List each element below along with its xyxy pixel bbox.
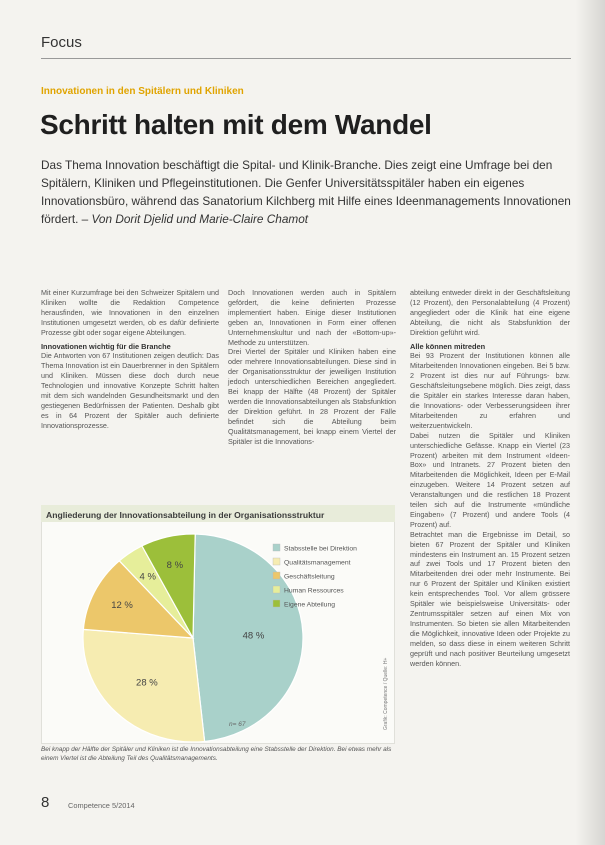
article-title: Schritt halten mit dem Wandel: [40, 109, 432, 140]
paragraph: Drei Viertel der Spitäler und Kliniken haben eine oder mehrere Innovationsabteilungen. Diese sind in der Organisationsstruktur der jeweiligen Institution jedoch unterschiedlichen Bereichen angegliedert. Bei knapp der Hälfte (48 Prozent) der Spitäler werden die Innovationsabteilungen als Stabsfunktion der Direktion geführt. In 28 Prozent der Fälle befindet sich die Abteilung beim Qualitätsmanagement, bei knapp einem Viertel der Spitäler ist die Innovations-: [228, 347, 396, 446]
header-rule: [41, 58, 571, 59]
pie-slice-label: 28 %: [136, 677, 158, 689]
legend-swatch: [273, 558, 280, 565]
pie-slice-label: 12 %: [111, 599, 133, 611]
paragraph: Dabei nutzen die Spitäler und Kliniken unterschiedliche Gefässe. Knapp ein Viertel (23 Prozent) arbeiten mit dem Instrument «Ideen-Box» und Intranets. 27 Prozent bieten den Mitarbeitenden die Möglichkeit, Ideen per E-Mail einzugeben. Weitere 14 Prozent setzen auf Veranstaltungen und die restlichen 18 Prozent teilen sich auf die Instrumente «mündliche Eingaben» (7 Prozent) und andere Tools (4 Prozent) auf.: [410, 430, 570, 529]
paragraph: Mit einer Kurzumfrage bei den Schweizer Spitälern und Kliniken wollte die Redaktion Competence herausfinden, wie Innovationen in den einzelnen Institutionen umgesetzt werden, ob es dafür definierte Prozesse gibt oder sogar eigene Abteilungen.: [41, 288, 219, 337]
text-column-3: [410, 288, 570, 668]
pie-slice-label: 4 %: [139, 571, 156, 583]
paragraph: Betrachtet man die Ergebnisse im Detail, so bieten 67 Prozent der Spitäler und Kliniken mindestens ein Instrument an. 15 Prozent setzen auf zwei Tools und 17 Prozent bieten den Mitarbeitenden drei oder mehr Instrumente. Bei nur 6 Prozent der Spitäler und Kliniken existiert kein entsprechendes Tool. Vor allem grössere Spitäler wie beispielsweise Universitäts- oder Zentrumsspitäler setzen auf einen Mix von Instrumenten. So bieten sie allen Mitarbeitenden die Möglichkeit, innovative Ideen oder Projekte zu melden, so dass diese in einem weiteren Schritt geprüft und nach positiver Beurteilung umgesetzt werden können.: [410, 529, 570, 668]
legend-swatch: [273, 600, 280, 607]
lead-text: Das Thema Innovation beschäftigt die Spital- und Klinik-Branche. Dies zeigt eine Umfrage bei den Spitälern, Kliniken und Pflegeinstitutionen. Die Genfer Universitätsspitäler haben ein eigenes Innovationsbüro, während das Sanatorium Kilchberg mit Hilfe eines Ideenmanagements Innovationen fördert. –: [41, 158, 571, 226]
legend-label: Qualitätsmanagement: [284, 559, 351, 567]
legend-swatch: [273, 572, 280, 579]
paragraph: abteilung entweder direkt in der Geschäftsleitung (12 Prozent), den Personalabteilung (4 Prozent) angegliedert oder die Klinik hat eine eigene Abteilung, die nicht als Stabsfunktion der Direktion geführt wird.: [410, 288, 570, 337]
subheading: Alle können mitreden: [410, 341, 486, 351]
article-author: Von Dorit Djelid und Marie-Claire Chamot: [91, 212, 309, 226]
legend-label: Human Ressources: [284, 587, 344, 595]
page-fold-shadow: [575, 0, 605, 845]
pie-chart: [41, 520, 393, 742]
legend-label: Eigene Abteilung: [284, 601, 336, 609]
article-lead: [41, 156, 581, 228]
legend-swatch: [273, 544, 280, 551]
legend-label: Geschäftsleitung: [284, 573, 335, 581]
legend-label: Stabsstelle bei Direktion: [284, 545, 357, 553]
page-number: 8: [41, 794, 50, 811]
pie-slice-label: 8 %: [166, 560, 184, 572]
sample-size-label: n= 67: [229, 721, 246, 728]
text-column-2: [228, 288, 396, 447]
text-column-1: [41, 288, 219, 431]
paragraph: Doch Innovationen werden auch in Spitälern gefördert, die keine definierten Prozesse implementiert haben. Einige dieser Institutionen geben an, Innovationen in Form einer offenen Unternehmenskultur und nach der «Bottom-up»-Methode zu unterstützen.: [228, 288, 396, 347]
paragraph: Die Antworten von 67 Institutionen zeigen deutlich: Das Thema Innovation ist ein Dauerbrenner in den Spitälern und Kliniken. Müssen diese doch durch neue Technologien und innovative Konzepte Schritt halten mit dem sich wandelnden Gesundheitsmarkt und den gestiegenen Bedürfnissen der Patienten. Deshalb gibt es in 64 Prozent der Spitäler auch definierte Innovationsprozesse.: [41, 351, 219, 430]
article-kicker: Innovationen in den Spitälern und Kliniken: [41, 86, 244, 97]
chart-title: Angliederung der Innovationsabteilung in der Organisationsstruktur: [46, 510, 325, 520]
publication-name: Competence 5/2014: [68, 801, 135, 810]
legend-swatch: [273, 586, 280, 593]
pie-slice-label: 48 %: [242, 630, 265, 642]
section-label: Focus: [41, 34, 82, 51]
chart-caption: Bei knapp der Hälfte der Spitäler und Kliniken ist die Innovationsabteilung eine Stabsstelle der Direktion. Bei etwas mehr als einem Viertel ist die Abteilung Teil des Qualitätsmanagements.: [41, 746, 392, 762]
paragraph: Bei 93 Prozent der Institutionen können alle Mitarbeitenden Innovationen eingeben. Bei 5 bzw. 2 Prozent ist dies nur auf Führungs- bzw. Geschäftsleitungsebene möglich. Dies zeigt, dass die Spitäler ein starkes Interesse daran haben, die Innovations- oder Verbesserungsideen ihrer Mitarbeitenden zu erfahren und weiterzuentwickeln.: [410, 351, 570, 430]
chart-credit: Grafik: Competence / Quelle: H+: [383, 657, 389, 730]
subheading: Innovationen wichtig für die Branche: [41, 341, 171, 351]
